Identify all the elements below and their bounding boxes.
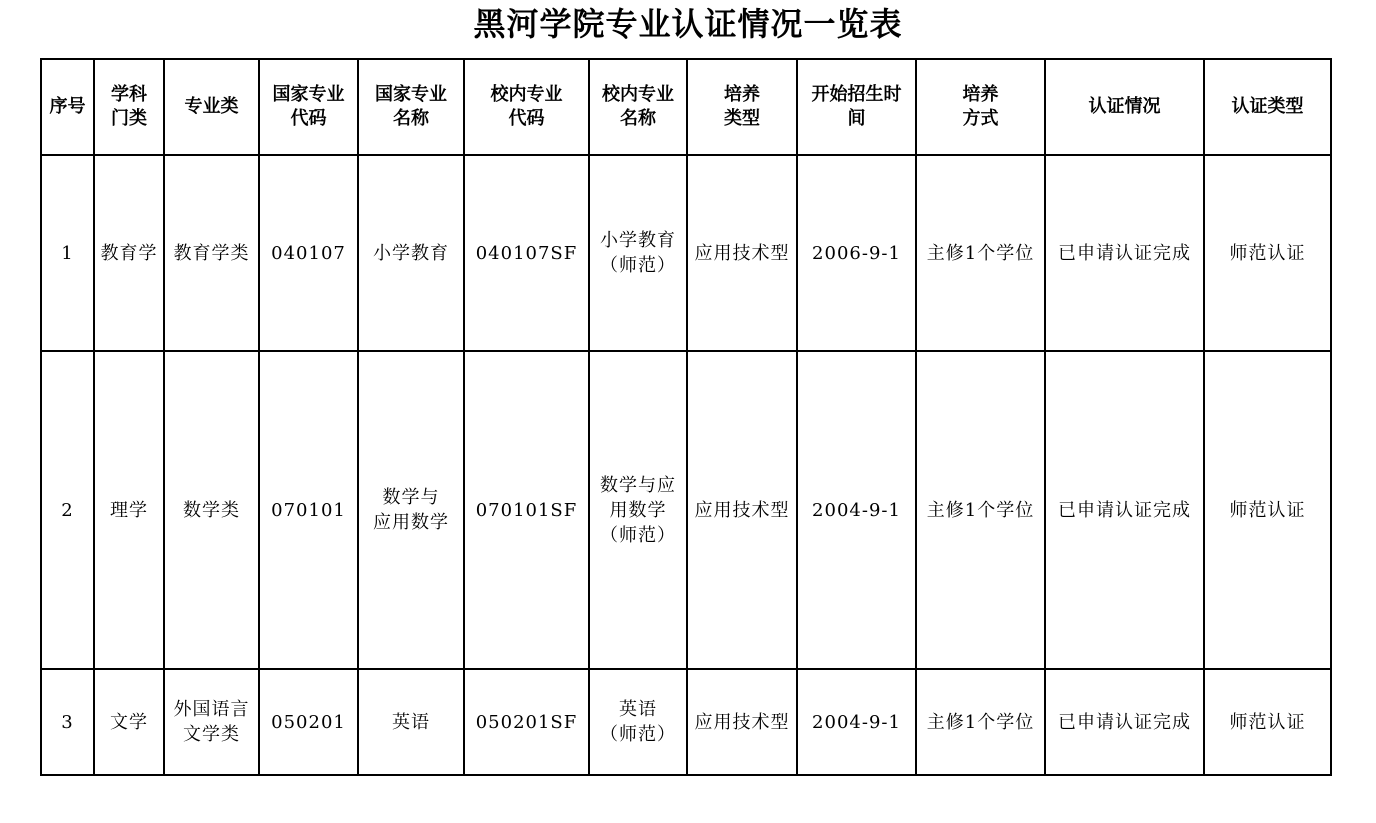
cell-national-code: 040107 (259, 155, 358, 351)
cell-cert-type: 师范认证 (1204, 669, 1331, 775)
page-title: 黑河学院专业认证情况一览表 (473, 5, 903, 43)
cell-school-code: 050201SF (464, 669, 589, 775)
cell-index: 3 (41, 669, 94, 775)
cell-discipline: 理学 (94, 351, 164, 669)
cell-national-name: 英语 (358, 669, 464, 775)
cell-national-name: 小学教育 (358, 155, 464, 351)
cell-school-name: 数学与应 用数学 （师范） (589, 351, 687, 669)
cell-enroll-start: 2006-9-1 (797, 155, 916, 351)
cell-major-class: 教育学类 (164, 155, 259, 351)
header-national-code: 国家专业 代码 (259, 59, 358, 155)
header-major-class: 专业类 (164, 59, 259, 155)
header-index: 序号 (41, 59, 94, 155)
cell-school-code: 070101SF (464, 351, 589, 669)
cell-training-mode: 主修1个学位 (916, 351, 1045, 669)
certification-table (40, 58, 1332, 776)
header-cert-status: 认证情况 (1045, 59, 1204, 155)
cell-school-name: 英语 （师范） (589, 669, 687, 775)
cell-discipline: 文学 (94, 669, 164, 775)
cell-school-code: 040107SF (464, 155, 589, 351)
cell-enroll-start: 2004-9-1 (797, 351, 916, 669)
table-row (41, 351, 1331, 669)
cell-cert-status: 已申请认证完成 (1045, 669, 1204, 775)
table-row (41, 669, 1331, 775)
table-row (41, 155, 1331, 351)
cell-national-code: 070101 (259, 351, 358, 669)
cell-discipline: 教育学 (94, 155, 164, 351)
cell-training-mode: 主修1个学位 (916, 669, 1045, 775)
cell-training-mode: 主修1个学位 (916, 155, 1045, 351)
header-national-name: 国家专业 名称 (358, 59, 464, 155)
header-enroll-start: 开始招生时 间 (797, 59, 916, 155)
header-school-name: 校内专业 名称 (589, 59, 687, 155)
cell-national-code: 050201 (259, 669, 358, 775)
cell-index: 1 (41, 155, 94, 351)
cell-training-type: 应用技术型 (687, 351, 797, 669)
cell-cert-type: 师范认证 (1204, 155, 1331, 351)
header-school-code: 校内专业 代码 (464, 59, 589, 155)
cell-school-name: 小学教育 （师范） (589, 155, 687, 351)
cell-enroll-start: 2004-9-1 (797, 669, 916, 775)
header-training-type: 培养 类型 (687, 59, 797, 155)
cell-major-class: 外国语言 文学类 (164, 669, 259, 775)
header-training-mode: 培养 方式 (916, 59, 1045, 155)
cell-training-type: 应用技术型 (687, 155, 797, 351)
cell-cert-status: 已申请认证完成 (1045, 351, 1204, 669)
cell-cert-status: 已申请认证完成 (1045, 155, 1204, 351)
cell-training-type: 应用技术型 (687, 669, 797, 775)
header-cert-type: 认证类型 (1204, 59, 1331, 155)
cell-national-name: 数学与 应用数学 (358, 351, 464, 669)
cell-index: 2 (41, 351, 94, 669)
table-header-row (41, 59, 1331, 155)
header-discipline: 学科 门类 (94, 59, 164, 155)
cell-major-class: 数学类 (164, 351, 259, 669)
cell-cert-type: 师范认证 (1204, 351, 1331, 669)
